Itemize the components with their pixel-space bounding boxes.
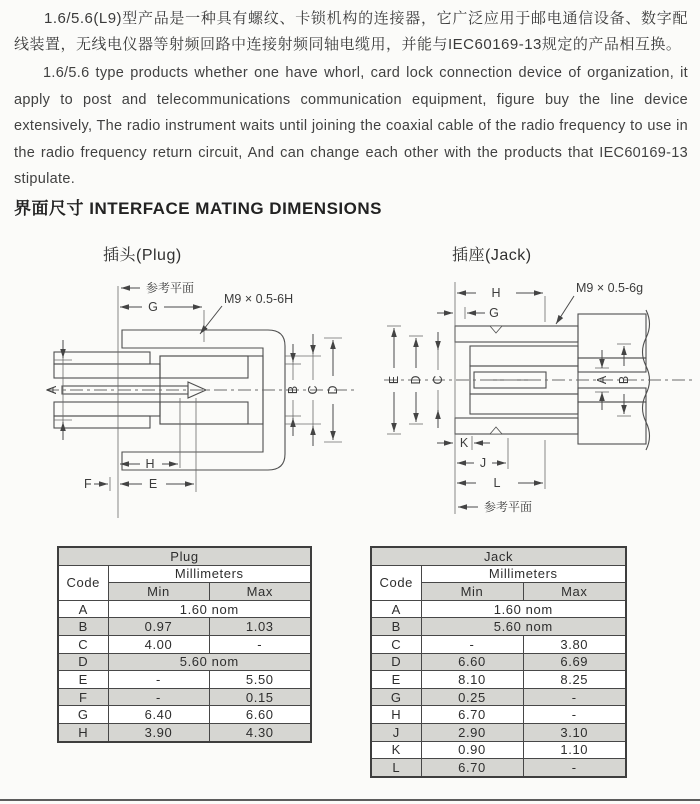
table-row: [371, 723, 626, 741]
jack-diagram: [378, 266, 700, 546]
jack-dim-e-label: E: [387, 375, 401, 385]
jack-dim-a-label: A: [595, 375, 609, 385]
cell-min: -: [108, 671, 209, 689]
cell-code: F: [58, 688, 108, 706]
cell-max: 1.10: [523, 741, 626, 759]
cell-max: -: [523, 688, 626, 706]
table-row: [371, 688, 626, 706]
cell-max: 6.69: [523, 653, 626, 671]
jack-dim-j-label: J: [479, 456, 487, 470]
table-row: [58, 600, 311, 618]
cell-min: 0.90: [421, 741, 523, 759]
cell-code: H: [371, 706, 421, 724]
jack-dim-l: [457, 476, 543, 490]
plug-ref-plane-label: 参考平面: [146, 281, 195, 295]
table-row: [371, 671, 626, 689]
table-title-row: [58, 547, 311, 565]
cell-min: 0.97: [108, 618, 209, 636]
table-row: [58, 635, 311, 653]
jack-dim-g: [437, 306, 499, 320]
jack-dim-d-label: D: [409, 375, 423, 385]
plug-dim-e: [120, 477, 194, 491]
cell-code: E: [371, 671, 421, 689]
cell-max: 6.60: [209, 706, 311, 724]
jack-ref-plane-label: 参考平面: [484, 500, 533, 514]
code-header: Code: [371, 565, 421, 600]
table-row: [371, 741, 626, 759]
plug-dim-g: [120, 300, 202, 314]
table-row: [58, 688, 311, 706]
cell-code: G: [371, 688, 421, 706]
cell-max: -: [209, 635, 311, 653]
cell-code: G: [58, 706, 108, 724]
section-title: [14, 194, 382, 219]
scan-page-edge: [0, 799, 700, 801]
table-title-row: [371, 547, 626, 565]
cell-code: B: [371, 618, 421, 636]
table-row: [58, 671, 311, 689]
cell-min: -: [108, 688, 209, 706]
plug-table: [57, 546, 312, 743]
intro-paragraph-zh: 1.6/5.6(L9)型产品是一种具有螺纹、卡锁机构的连接器，它广泛应用于邮电通信设备、数字配线装置，无线电仪器等射频回路中连接射频同轴电缆用，并能与IEC60169-13规定的产品相互换。: [14, 10, 688, 53]
plug-dim-c: [306, 334, 320, 446]
cell-min: 3.90: [108, 723, 209, 741]
cell-min: 6.70: [421, 759, 523, 777]
jack-dim-l-label: L: [493, 476, 501, 490]
jack-dim-h: [457, 286, 543, 300]
cell-code: C: [58, 635, 108, 653]
jack-table: [370, 546, 627, 778]
jack-thread-label: M9 × 0.5-6g: [576, 281, 644, 295]
table-row: [58, 618, 311, 636]
jack-dim-g-label: G: [489, 306, 499, 320]
section-title-zh: 界面尺寸: [14, 199, 84, 218]
cell-code: D: [371, 653, 421, 671]
max-header: Max: [523, 583, 626, 601]
table-row: [58, 653, 311, 671]
jack-dim-a: [595, 350, 609, 410]
cell-max: 0.15: [209, 688, 311, 706]
cell-value: 1.60 nom: [108, 600, 311, 618]
cell-max: 4.30: [209, 723, 311, 741]
table-row: [371, 706, 626, 724]
plug-body-nut: [122, 330, 285, 470]
plug-dim-h: [120, 457, 178, 471]
cell-min: 0.25: [421, 688, 523, 706]
plug-thread-label: M9 × 0.5-6H: [224, 292, 294, 306]
cell-value: 1.60 nom: [421, 600, 626, 618]
plug-dim-g-label: G: [148, 300, 158, 314]
cell-max: 3.10: [523, 723, 626, 741]
plug-dim-f-label: F: [84, 477, 92, 491]
cell-value: 5.60 nom: [108, 653, 311, 671]
jack-diagram-title: 插座(Jack): [452, 247, 532, 264]
cell-max: -: [523, 759, 626, 777]
table-row: [371, 653, 626, 671]
jack-dim-h-label: H: [491, 286, 501, 300]
plug-table-title: Plug: [58, 547, 311, 565]
table-row: [371, 600, 626, 618]
jack-dim-b: [617, 346, 631, 414]
plug-diagram: [40, 272, 360, 534]
plug-dim-d: [326, 340, 340, 440]
jack-dim-c: [431, 332, 445, 428]
table-row: [371, 759, 626, 777]
table-header-row: [371, 565, 626, 583]
plug-dim-a-label: A: [45, 385, 59, 395]
unit-header: Millimeters: [421, 565, 626, 583]
cell-code: D: [58, 653, 108, 671]
cell-min: 8.10: [421, 671, 523, 689]
jack-dim-d: [409, 338, 423, 422]
jack-thread-callout: [556, 281, 643, 324]
cell-code: H: [58, 723, 108, 741]
intro-paragraph-en: 1.6/5.6 type products whether one have whorl, card lock connection device of organization, it apply to post and telecommunications communication equipment, figure buy the line device extensively, The radio instrument waits until joining the coaxial cable of the radio frequency to use in the radio frequency return circuit, And can change each other with the products that IEC60169-13 stipulate.: [14, 65, 688, 187]
plug-dim-f: [84, 477, 108, 491]
cell-value: 5.60 nom: [421, 618, 626, 636]
jack-dim-k-label: K: [459, 436, 469, 450]
cell-code: A: [58, 600, 108, 618]
cell-code: J: [371, 723, 421, 741]
plug-thread-callout: [200, 292, 293, 334]
cell-code: C: [371, 635, 421, 653]
cell-min: 6.40: [108, 706, 209, 724]
jack-dim-b-label: B: [617, 375, 631, 385]
table-row: [371, 635, 626, 653]
cell-max: 1.03: [209, 618, 311, 636]
plug-diagram-title: 插头(Plug): [103, 247, 182, 264]
cell-min: 6.60: [421, 653, 523, 671]
max-header: Max: [209, 583, 311, 601]
jack-table-title: Jack: [371, 547, 626, 565]
cell-max: -: [523, 706, 626, 724]
cell-code: A: [371, 600, 421, 618]
plug-dim-d-label: D: [326, 385, 340, 395]
table-row: [58, 706, 311, 724]
plug-dim-h-label: H: [145, 457, 155, 471]
unit-header: Millimeters: [108, 565, 311, 583]
table-row: [371, 618, 626, 636]
cell-max: 3.80: [523, 635, 626, 653]
cell-min: -: [421, 635, 523, 653]
cell-min: 2.90: [421, 723, 523, 741]
cell-min: 4.00: [108, 635, 209, 653]
min-header: Min: [108, 583, 209, 601]
jack-dim-j: [457, 456, 506, 470]
jack-dim-e: [387, 328, 401, 432]
jack-dim-c-label: C: [431, 375, 445, 385]
cell-min: 6.70: [421, 706, 523, 724]
plug-dim-c-label: C: [306, 385, 320, 395]
cell-code: L: [371, 759, 421, 777]
table-header-row: [58, 565, 311, 583]
cell-max: 8.25: [523, 671, 626, 689]
plug-dim-b-label: B: [286, 385, 300, 395]
cell-max: 5.50: [209, 671, 311, 689]
min-header: Min: [421, 583, 523, 601]
jack-dim-k: [437, 436, 490, 450]
plug-dim-b: [286, 344, 300, 436]
code-header: Code: [58, 565, 108, 600]
cell-code: E: [58, 671, 108, 689]
section-title-en: INTERFACE MATING DIMENSIONS: [89, 199, 382, 218]
cell-code: B: [58, 618, 108, 636]
table-row: [58, 723, 311, 741]
plug-dim-e-label: E: [148, 477, 158, 491]
cell-code: K: [371, 741, 421, 759]
